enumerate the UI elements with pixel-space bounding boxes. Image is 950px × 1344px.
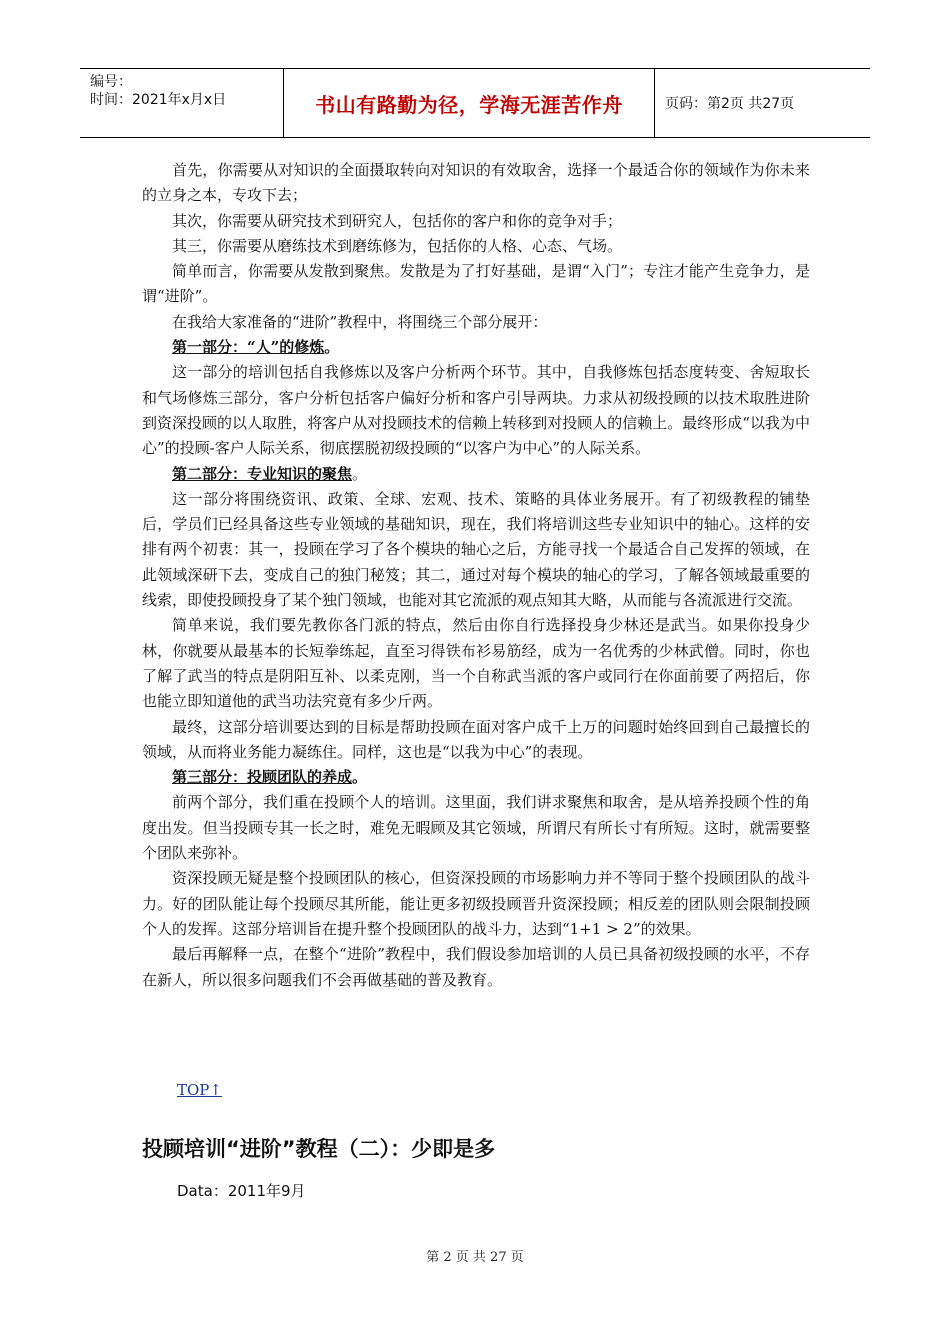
- section-2-title: 第二部分：专业知识的聚焦: [172, 464, 353, 483]
- intro-paragraph-2: 其次，你需要从研究技术到研究人，包括你的客户和你的竞争对手；: [172, 211, 623, 230]
- doc-number-label: 编号：: [90, 74, 132, 90]
- next-article-date: Data：2011年9月: [177, 1182, 306, 1200]
- section-2-paragraph-1: 这一部分将围绕资讯、政策、全球、宏观、技术、策略的具体业务展开。有了初级教程的铺垫后，学员们已经具备这些专业领域的基础知识，现在，我们将培训这些专业知识中的轴心。这样的安排有两个初衷：其一，投顾在学习了各个模块的轴心之后，方能寻找一个最适合自己发挥的领域，在此领域深研下去，变成自己的独门秘笈；其二，通过对每个模块的轴心的学习，了解各领域最重要的线索，即使投顾投身了某个独门领域，也能对其它流派的观点知其大略，从而能与各流派进行交流。: [142, 489, 810, 610]
- footer-page-number: 第 2 页 共 27 页: [426, 1250, 524, 1265]
- section-3-title: 第三部分：投顾团队的养成: [172, 768, 353, 787]
- header-meta-cell: [80, 69, 284, 137]
- section-2-paragraph-3: 最终，这部分培训要达到的目标是帮助投顾在面对客户成千上万的问题时始终回到自己最擅长的领域，从而将业务能力凝练住。同样，这也是“以我为中心”的表现。: [142, 717, 810, 761]
- header-motto-cell: [284, 69, 655, 137]
- header-motto: 书山有路勤为径，学海无涯苦作舟: [315, 92, 623, 117]
- doc-date-label: 时间：2021年x月x日: [90, 92, 227, 108]
- next-article-title: 投顾培训“进阶”教程（二）：少即是多: [142, 1137, 496, 1161]
- section-1-title: 第一部分：“人”的修炼: [172, 338, 325, 357]
- section-3-heading: [142, 765, 810, 790]
- section-3-paragraph-3: 最后再解释一点，在整个“进阶”教程中，我们假设参加培训的人员已具备初级投顾的水平，不存在新人，所以很多问题我们不会再做基础的普及教育。: [142, 945, 810, 989]
- section-2-title-suffix: 。: [352, 464, 368, 483]
- intro-paragraph-4: 简单而言，你需要从发散到聚焦。发散是为了打好基础，是谓“入门”；专注才能产生竞争力，是谓“进阶”。: [142, 262, 810, 306]
- section-1-title-suffix: 。: [324, 338, 340, 357]
- section-1-heading: [142, 335, 810, 360]
- page-footer: [0, 1246, 950, 1265]
- top-link[interactable]: TOP↑: [177, 1081, 222, 1099]
- section-3-paragraph-2: 资深投顾无疑是整个投顾团队的核心，但资深投顾的市场影响力并不等同于整个投顾团队的战斗力。好的团队能让每个投顾尽其所能，能让更多初级投顾晋升资深投顾；相反差的团队则会限制投顾个人的发挥。这部分培训旨在提升整个投顾团队的战斗力，达到“1+1 > 2”的效果。: [142, 869, 810, 938]
- section-2-heading: [142, 462, 810, 487]
- intro-paragraph-3: 其三，你需要从磨练技术到磨练修为，包括你的人格、心态、气场。: [172, 236, 623, 255]
- header-page-code: 页码：第2页 共27页: [665, 96, 795, 112]
- intro-paragraph-5: 在我给大家准备的“进阶”教程中，将围绕三个部分展开：: [172, 312, 548, 331]
- section-1-paragraph: 这一部分的培训包括自我修炼以及客户分析两个环节。其中，自我修炼包括态度转变、舍短取长和气场修炼三部分，客户分析包括客户偏好分析和客户引导两块。力求从初级投顾的以技术取胜进阶到资深投顾的以人取胜，将客户从对投顾技术的信赖上转移到对投顾人的信赖上。最终形成“以我为中心”的投顾-客户人际关系，彻底摆脱初级投顾的“以客户为中心”的人际关系。: [142, 363, 810, 458]
- intro-paragraph-1: 首先，你需要从对知识的全面摄取转向对知识的有效取舍，选择一个最适合你的领域作为你未来的立身之本，专攻下去；: [142, 161, 810, 205]
- section-3-title-suffix: 。: [352, 768, 368, 787]
- section-3-paragraph-1: 前两个部分，我们重在投顾个人的培训。这里面，我们讲求聚焦和取舍，是从培养投顾个性的角度出发。但当投顾专其一长之时，难免无暇顾及其它领域，所谓尺有所长寸有所短。这时，就需要整个团队来弥补。: [142, 793, 810, 863]
- document-body: [142, 158, 810, 993]
- header-page-cell: [655, 69, 870, 137]
- page-header: [80, 68, 870, 138]
- section-2-paragraph-2: 简单来说，我们要先教你各门派的特点，然后由你自行选择投身少林还是武当。如果你投身少林，你就要从最基本的长短拳练起，直至习得铁布衫易筋经，成为一名优秀的少林武僧。同时，你也了解了武当的特点是阴阳互补、以柔克刚，当一个自称武当派的客户或同行在你面前要了两招后，你也能立即知道他的武当功法究竟有多少斤两。: [142, 616, 810, 711]
